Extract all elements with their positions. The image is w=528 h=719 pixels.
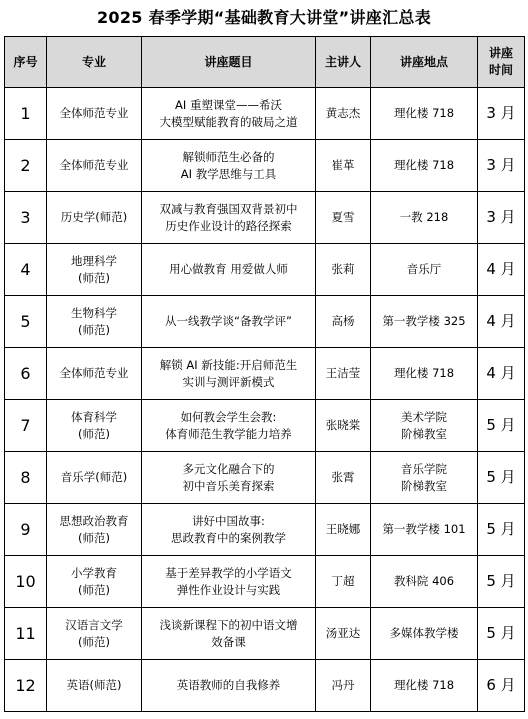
row-location-line: 第一教学楼 101 [382, 522, 466, 536]
row-major [47, 400, 142, 452]
row-location-line: 音乐学院 [401, 461, 447, 476]
row-major-line: (师范) [78, 582, 110, 597]
row-topic [142, 556, 316, 608]
header-major: 专业 [47, 37, 142, 88]
row-major-line: 生物科学 [71, 305, 117, 320]
table-row [5, 400, 525, 452]
row-location [371, 660, 478, 712]
row-month: 4 月 [478, 348, 525, 400]
row-location [371, 192, 478, 244]
row-location [371, 556, 478, 608]
row-major-line: (师范) [78, 634, 110, 649]
row-index: 5 [5, 296, 47, 348]
row-topic [142, 348, 316, 400]
row-topic-line: 如何教会学生会教: [180, 409, 277, 424]
row-index: 4 [5, 244, 47, 296]
row-topic-line: 英语教师的自我修养 [176, 678, 281, 692]
row-topic [142, 608, 316, 660]
row-index: 7 [5, 400, 47, 452]
row-major-line: 英语(师范) [66, 678, 122, 692]
row-location [371, 608, 478, 660]
row-topic-line: 解锁师范生必备的 [182, 149, 275, 164]
row-month: 4 月 [478, 244, 525, 296]
row-major-line: 全体师范专业 [59, 158, 129, 172]
row-topic-line: 解锁 AI 新技能:开启师范生 [159, 357, 298, 372]
row-location [371, 140, 478, 192]
row-index: 1 [5, 88, 47, 140]
row-major [47, 504, 142, 556]
row-major-line: 音乐学(师范) [60, 470, 128, 484]
row-topic-line: 基于差异教学的小学语文 [165, 565, 292, 580]
row-month: 5 月 [478, 504, 525, 556]
table-row [5, 140, 525, 192]
row-speaker: 王晓娜 [316, 504, 371, 556]
header-time-line2: 时间 [488, 63, 513, 77]
row-month: 5 月 [478, 400, 525, 452]
row-topic-line: 效备课 [211, 634, 246, 649]
row-topic-line: 大模型赋能教育的破局之道 [159, 114, 298, 129]
row-location [371, 504, 478, 556]
row-month: 6 月 [478, 660, 525, 712]
table-row [5, 452, 525, 504]
header-location: 讲座地点 [371, 37, 478, 88]
row-topic-line: 体育师范生教学能力培养 [165, 426, 292, 441]
row-location-line: 理化楼 718 [393, 106, 455, 120]
row-index: 2 [5, 140, 47, 192]
row-speaker: 汤亚达 [316, 608, 371, 660]
row-speaker: 丁超 [316, 556, 371, 608]
row-month: 5 月 [478, 452, 525, 504]
row-major [47, 452, 142, 504]
row-topic [142, 504, 316, 556]
table-body [5, 88, 525, 712]
row-topic [142, 400, 316, 452]
row-location [371, 244, 478, 296]
row-major [47, 88, 142, 140]
row-topic [142, 192, 316, 244]
header-time [478, 37, 525, 88]
row-location-line: 理化楼 718 [393, 678, 455, 692]
page-title: 2025 春季学期“基础教育大讲堂”讲座汇总表 [96, 8, 432, 27]
row-major-line: 全体师范专业 [59, 106, 129, 120]
row-major-line: 体育科学 [71, 409, 117, 424]
row-location-line: 多媒体教学楼 [389, 626, 459, 640]
table-row [5, 88, 525, 140]
row-location-line: 美术学院 [401, 409, 447, 424]
row-topic-line: 讲好中国故事: [192, 513, 265, 528]
row-speaker: 张霄 [316, 452, 371, 504]
row-location-line: 第一教学楼 325 [382, 314, 466, 328]
row-major-line: (师范) [78, 426, 110, 441]
row-topic-line: 双减与教育强国双背景初中 [159, 201, 298, 216]
row-topic-line: 思政教育中的案例教学 [171, 530, 286, 545]
row-topic [142, 296, 316, 348]
row-major [47, 244, 142, 296]
row-index: 12 [5, 660, 47, 712]
row-topic [142, 88, 316, 140]
row-topic [142, 452, 316, 504]
row-index: 6 [5, 348, 47, 400]
table-header-row [5, 37, 525, 88]
row-major-line: 汉语言文学 [65, 617, 123, 632]
table-row [5, 296, 525, 348]
row-major-line: 全体师范专业 [59, 366, 129, 380]
row-major-line: 小学教育 [71, 565, 117, 580]
row-topic-line: AI 教学思维与工具 [180, 166, 277, 181]
row-location [371, 296, 478, 348]
table-row [5, 192, 525, 244]
row-location [371, 452, 478, 504]
row-index: 10 [5, 556, 47, 608]
table-row [5, 660, 525, 712]
row-speaker: 王洁莹 [316, 348, 371, 400]
table-row [5, 556, 525, 608]
row-location [371, 400, 478, 452]
row-month: 4 月 [478, 296, 525, 348]
row-month: 5 月 [478, 608, 525, 660]
row-major [47, 608, 142, 660]
table-row [5, 244, 525, 296]
row-topic-line: 用心做教育 用爱做人师 [169, 262, 288, 276]
row-major [47, 296, 142, 348]
row-topic [142, 660, 316, 712]
row-major-line: (师范) [78, 322, 110, 337]
row-location-line: 理化楼 718 [393, 366, 455, 380]
header-topic: 讲座题目 [142, 37, 316, 88]
row-topic-line: 历史作业设计的路径探索 [165, 218, 292, 233]
row-major [47, 192, 142, 244]
row-topic-line: 多元文化融合下的 [182, 461, 275, 476]
row-month: 3 月 [478, 88, 525, 140]
row-location-line: 阶梯教室 [401, 478, 447, 493]
table-row [5, 608, 525, 660]
row-topic-line: 浅谈新课程下的初中语文增 [159, 617, 298, 632]
row-topic-line: 实训与测评新模式 [182, 374, 275, 389]
row-major [47, 140, 142, 192]
header-index: 序号 [5, 37, 47, 88]
row-topic [142, 244, 316, 296]
row-major [47, 556, 142, 608]
row-major-line: (师范) [78, 270, 110, 285]
row-month: 3 月 [478, 140, 525, 192]
header-time-line1: 讲座 [488, 46, 513, 60]
row-major-line: 地理科学 [71, 253, 117, 268]
row-topic [142, 140, 316, 192]
row-speaker: 张晓棠 [316, 400, 371, 452]
table-row [5, 504, 525, 556]
row-speaker: 张莉 [316, 244, 371, 296]
row-speaker: 冯丹 [316, 660, 371, 712]
row-index: 3 [5, 192, 47, 244]
row-location [371, 88, 478, 140]
row-month: 3 月 [478, 192, 525, 244]
row-speaker: 夏雪 [316, 192, 371, 244]
header-speaker: 主讲人 [316, 37, 371, 88]
lecture-table [4, 36, 525, 712]
row-index: 11 [5, 608, 47, 660]
row-location [371, 348, 478, 400]
row-index: 9 [5, 504, 47, 556]
row-topic-line: 从一线教学谈“备教学评” [165, 314, 292, 328]
row-major [47, 660, 142, 712]
row-topic-line: 初中音乐美育探索 [182, 478, 275, 493]
row-location-line: 阶梯教室 [401, 426, 447, 441]
row-location-line: 理化楼 718 [393, 158, 455, 172]
row-major [47, 348, 142, 400]
row-major-line: (师范) [78, 530, 110, 545]
row-major-line: 思想政治教育 [59, 513, 129, 528]
row-major-line: 历史学(师范) [60, 210, 128, 224]
row-speaker: 高杨 [316, 296, 371, 348]
row-location-line: 一教 218 [399, 210, 449, 224]
row-location-line: 音乐厅 [406, 262, 442, 276]
row-topic-line: AI 重塑课堂——希沃 [175, 97, 282, 112]
row-index: 8 [5, 452, 47, 504]
row-location-line: 教科院 406 [393, 574, 455, 588]
row-speaker: 崔革 [316, 140, 371, 192]
row-month: 5 月 [478, 556, 525, 608]
table-row [5, 348, 525, 400]
row-speaker: 黄志杰 [316, 88, 371, 140]
row-topic-line: 弹性作业设计与实践 [176, 582, 281, 597]
